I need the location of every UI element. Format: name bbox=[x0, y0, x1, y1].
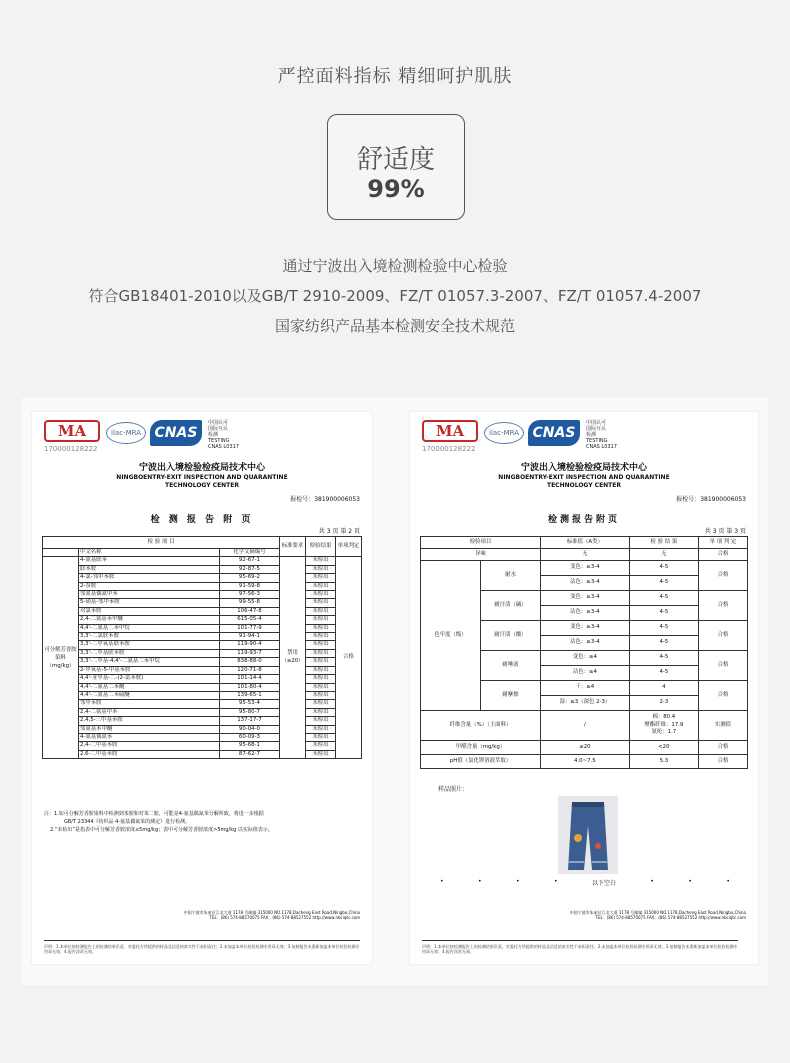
report-page-2 bbox=[32, 412, 372, 964]
table-row bbox=[43, 607, 362, 615]
note-1b: GB/T 23344《纺织品 4-氨基偶氮苯的测定》进行检测。 bbox=[64, 819, 191, 825]
fastness-std: 变色：≥3-4 bbox=[541, 591, 630, 606]
chem-name: 邻甲苯胺 bbox=[79, 700, 220, 708]
table-row bbox=[43, 565, 362, 573]
org-name-cn: 宁波出入境检验检疫局技术中心 bbox=[520, 463, 647, 473]
cert-logos bbox=[422, 420, 742, 453]
chem-result: 未检出 bbox=[306, 633, 336, 641]
chem-name: 联苯胺 bbox=[79, 565, 220, 573]
chem-name: 3,3'-二甲基-4,4'-二氨基二苯甲烷 bbox=[79, 658, 220, 666]
ma-logo-icon: MA bbox=[422, 420, 478, 442]
fastness-std: 沾色：≥3-4 bbox=[541, 636, 630, 651]
table-row bbox=[43, 742, 362, 750]
chem-cas: 139-65-1 bbox=[219, 691, 279, 699]
chem-name: 邻氨基偶氮甲苯 bbox=[79, 591, 220, 599]
chem-result: 未检出 bbox=[306, 574, 336, 582]
fastness-std: 变色：≥3-4 bbox=[541, 561, 630, 576]
fastness-std: 干：≥4 bbox=[541, 681, 630, 696]
fastness-judge: 合格 bbox=[698, 621, 747, 651]
chem-result: 未检出 bbox=[306, 616, 336, 624]
fastness-result: 4-5 bbox=[629, 666, 698, 681]
chem-result: 未检出 bbox=[306, 750, 336, 758]
fastness-name: 耐摩擦 bbox=[481, 681, 541, 711]
head-item: 检验项目 bbox=[421, 537, 541, 549]
fastness-result: 4-5 bbox=[629, 621, 698, 636]
fiber-result: 棉：80.4 聚酯纤维：17.9 氨纶：1.7 bbox=[629, 711, 698, 741]
head-result: 检验结果 bbox=[306, 537, 336, 557]
chem-cas: 95-69-2 bbox=[219, 574, 279, 582]
slogan: 严控面料指标 精细呵护肌肤 bbox=[277, 66, 513, 87]
spec-line: 国家纺织产品基本检测安全技术规范 bbox=[274, 317, 515, 335]
chem-cas: 92-87-5 bbox=[219, 565, 279, 573]
table-row bbox=[43, 582, 362, 590]
ma-number: 170000128222 bbox=[44, 445, 98, 453]
report-notes bbox=[44, 810, 360, 834]
chem-result: 未检出 bbox=[306, 591, 336, 599]
table-row bbox=[43, 708, 362, 716]
chem-result: 未检出 bbox=[306, 599, 336, 607]
head-judge: 单 项 判 定 bbox=[698, 537, 747, 549]
chem-cas: 101-80-4 bbox=[219, 683, 279, 691]
chem-name: 对氯苯胺 bbox=[79, 607, 220, 615]
disclaimer: 声明：1.本单位按检测报告上的检测结果负责，对委托方所提供的样品及信息的真实性不承担责任；2.未加盖本单位检验检测专用章无效；3.复制报告未重新加盖本单位检验检测专用章无效；4.报告涂改无效。 bbox=[422, 940, 738, 954]
head-std: 标准值（A类） bbox=[541, 537, 630, 549]
org-address: 中国宁波市朱雀区江北大道 1178 号邮编 315000 NO.1178,Dacheng East Road,Ningbo,China TEL：(86) 574-88570075 FAX：(86) 574-88527552 http://www.nbciqtc.com bbox=[569, 910, 746, 920]
table-row bbox=[43, 649, 362, 657]
cert-logos bbox=[44, 420, 364, 453]
chem-cas: 60-09-3 bbox=[219, 733, 279, 741]
fastness-result: 4-5 bbox=[629, 576, 698, 591]
chem-name: 4-氯-邻甲苯胺 bbox=[79, 574, 220, 582]
head-name: 中文名称 bbox=[79, 549, 220, 557]
fastness-judge: 合格 bbox=[698, 681, 747, 711]
fastness-std: 变色：≥3-4 bbox=[541, 621, 630, 636]
chem-result: 未检出 bbox=[306, 658, 336, 666]
fiber-std: / bbox=[541, 711, 630, 741]
cnas-text: 中国认可 国际互认 检测 TESTING CNAS L0317 bbox=[586, 420, 617, 450]
page-indicator: 共 3 页 第 3 页 bbox=[704, 528, 746, 535]
chem-cas: 97-56-3 bbox=[219, 591, 279, 599]
report-page-3 bbox=[410, 412, 758, 964]
chem-name: 3,3'-二氯联苯胺 bbox=[79, 633, 220, 641]
note-1: 注：1.如可分解芳香胺染料中检测到苯胺和对苯二胺，可能是4-氨基偶氮苯分解所致，将进一步根据 bbox=[44, 811, 264, 817]
ilac-logo-icon: ilac-MRA bbox=[484, 422, 524, 444]
chem-result: 未检出 bbox=[306, 733, 336, 741]
org-name-cn: 宁波出入境检验检疫局技术中心 bbox=[138, 463, 265, 473]
chem-name: 2,6-二甲基苯胺 bbox=[79, 750, 220, 758]
chem-result: 未检出 bbox=[306, 717, 336, 725]
end-mark: • • • • 以下空白 • • • bbox=[440, 878, 730, 887]
fastness-result: 4-5 bbox=[629, 651, 698, 666]
table-row bbox=[421, 561, 748, 576]
chem-cas: 119-93-7 bbox=[219, 649, 279, 657]
page-indicator: 共 3 页 第 2 页 bbox=[318, 528, 360, 535]
chem-cas: 91-59-8 bbox=[219, 582, 279, 590]
chem-cas: 838-88-0 bbox=[219, 658, 279, 666]
sample-label: 样品照片： bbox=[438, 786, 469, 793]
ilac-logo-icon: ilac-MRA bbox=[106, 422, 146, 444]
chem-result: 未检出 bbox=[306, 683, 336, 691]
table-row bbox=[43, 733, 362, 741]
ma-number: 170000128222 bbox=[422, 445, 476, 453]
table-row bbox=[43, 666, 362, 674]
chem-name: 2-萘胺 bbox=[79, 582, 220, 590]
fastness-result: 4-5 bbox=[629, 636, 698, 651]
chem-result: 未检出 bbox=[306, 565, 336, 573]
fastness-std: 沾色：≥3-4 bbox=[541, 606, 630, 621]
head-judge: 单项判定 bbox=[336, 537, 362, 557]
amine-table bbox=[42, 536, 362, 759]
chem-name: 2-甲氧基-5-甲基苯胺 bbox=[79, 666, 220, 674]
inspection-line: 通过宁波出入境检测检验中心检验 bbox=[282, 257, 508, 275]
formaldehyde-row: 甲醛含量（mg/kg） ≤20 <20 合格 bbox=[421, 741, 748, 755]
chem-result: 未检出 bbox=[306, 666, 336, 674]
fastness-std: 沾色：≥3-4 bbox=[541, 576, 630, 591]
table-row bbox=[43, 675, 362, 683]
chem-result: 未检出 bbox=[306, 725, 336, 733]
color-group: 色牢度（级） bbox=[421, 561, 481, 711]
chem-result: 未检出 bbox=[306, 624, 336, 632]
org-name-en: NINGBOENTRY-EXIT INSPECTION AND QUARANTINE bbox=[498, 474, 670, 481]
cnas-text: 中国认可 国际互认 检测 TESTING CNAS L0317 bbox=[208, 420, 239, 450]
org-address: 中国宁波市朱雀区江北大道 1178 号邮编 315000 NO.1178,Dacheng East Road,Ningbo,China TEL：(86) 574-88570075 FAX：(86) 574-88527552 http://www.nbciqtc.com bbox=[183, 910, 360, 920]
report-number: 报检号：381900006053 bbox=[676, 496, 746, 503]
table-row bbox=[43, 624, 362, 632]
badge-title: 舒适度 bbox=[356, 145, 435, 175]
table-row bbox=[43, 641, 362, 649]
fastness-result: 4 bbox=[629, 681, 698, 696]
chem-result: 未检出 bbox=[306, 649, 336, 657]
chem-result: 未检出 bbox=[306, 582, 336, 590]
table-row bbox=[43, 633, 362, 641]
report-number: 报检号：381900006053 bbox=[290, 496, 360, 503]
odor-judge: 合格 bbox=[698, 549, 747, 561]
fastness-std: 变色：≥4 bbox=[541, 651, 630, 666]
ma-logo-icon: MA bbox=[44, 420, 100, 442]
chem-name: 4,4'-二氨基二苯硫醚 bbox=[79, 691, 220, 699]
table-row bbox=[43, 658, 362, 666]
fastness-result: 2-3 bbox=[629, 696, 698, 711]
table-row bbox=[43, 683, 362, 691]
fastness-judge: 合格 bbox=[698, 651, 747, 681]
chem-name: 邻氨基苯甲醚 bbox=[79, 725, 220, 733]
note-2: 2.“未检出”是指表中可分解芳香胺浓度≤5mg/kg；表中可分解芳香胺浓度>5mg/kg 以实际值表示。 bbox=[50, 827, 273, 833]
fastness-name: 耐汗渍（碱） bbox=[481, 591, 541, 621]
chem-result: 未检出 bbox=[306, 641, 336, 649]
odor-std: 无 bbox=[541, 549, 630, 561]
chem-name: 4,4'-二氨基二苯甲烷 bbox=[79, 624, 220, 632]
chem-name: 3,3'-二甲基联苯胺 bbox=[79, 649, 220, 657]
disclaimer: 声明：1.本单位按检测报告上的检测结果负责，对委托方所提供的样品及信息的真实性不承担责任；2.未加盖本单位检验检测专用章无效；3.复制报告未重新加盖本单位检验检测专用章无效；4.报告涂改无效。 bbox=[44, 940, 360, 954]
reports-panel bbox=[22, 398, 768, 985]
org-name-en2: TECHNOLOGY CENTER bbox=[164, 482, 239, 489]
std-value: 禁用（≤20） bbox=[280, 557, 306, 759]
table-row bbox=[43, 750, 362, 758]
table-row bbox=[43, 700, 362, 708]
chem-result: 未检出 bbox=[306, 742, 336, 750]
chem-name: 4,4'-二氨基二苯醚 bbox=[79, 683, 220, 691]
chem-cas: 101-77-9 bbox=[219, 624, 279, 632]
chem-name: 4-氨基联苯 bbox=[79, 557, 220, 565]
chem-name: 5-硝基-邻甲苯胺 bbox=[79, 599, 220, 607]
chem-result: 未检出 bbox=[306, 607, 336, 615]
ph-row: pH值（氯化钾溶液萃取） 4.0~7.5 5.3 合格 bbox=[421, 755, 748, 769]
chem-name: 3,3'-二甲氧基联苯胺 bbox=[79, 641, 220, 649]
fastness-judge: 合格 bbox=[698, 561, 747, 591]
head-result: 检 验 结 果 bbox=[629, 537, 698, 549]
fastness-name: 耐汗渍（酸） bbox=[481, 621, 541, 651]
chem-result: 未检出 bbox=[306, 708, 336, 716]
judge-value: 合格 bbox=[336, 557, 362, 759]
table-row bbox=[43, 599, 362, 607]
fastness-std: 沾色：≥4 bbox=[541, 666, 630, 681]
jeans-icon bbox=[558, 796, 618, 874]
chem-result: 未检出 bbox=[306, 557, 336, 565]
table-row bbox=[43, 691, 362, 699]
cnas-logo-icon: CNAS bbox=[528, 420, 580, 446]
chem-cas: 90-04-0 bbox=[219, 725, 279, 733]
chem-name: 4,4'-亚甲基-二-(2-氯苯胺) bbox=[79, 675, 220, 683]
table-row bbox=[43, 725, 362, 733]
report-title: 检 测 报 告 附 页 bbox=[150, 515, 254, 525]
table-row bbox=[43, 616, 362, 624]
chem-cas: 87-62-7 bbox=[219, 750, 279, 758]
comfort-badge bbox=[327, 114, 465, 220]
odor-result: 无 bbox=[629, 549, 698, 561]
fastness-result: 4-5 bbox=[629, 606, 698, 621]
head-item: 检 验 项 目 bbox=[43, 537, 280, 549]
chem-name: 2,4-二甲基苯胺 bbox=[79, 742, 220, 750]
group-label: 可分解芳香胺染料（mg/kg） bbox=[43, 557, 79, 759]
chem-cas: 95-80-7 bbox=[219, 708, 279, 716]
chem-cas: 92-67-1 bbox=[219, 557, 279, 565]
fastness-name: 耐水 bbox=[481, 561, 541, 591]
chem-cas: 106-47-8 bbox=[219, 607, 279, 615]
fastness-table bbox=[420, 536, 748, 769]
odor-name: 异味 bbox=[421, 549, 541, 561]
head-cas: 化学文摘编号 bbox=[219, 549, 279, 557]
fiber-row bbox=[421, 711, 748, 741]
chem-name: 4-氨基偶氮苯 bbox=[79, 733, 220, 741]
table-row bbox=[43, 717, 362, 725]
standards-line: 符合GB18401-2010以及GB/T 2910-2009、FZ/T 01057.3-2007、FZ/T 01057.4-2007 bbox=[88, 287, 702, 305]
chem-cas: 101-14-4 bbox=[219, 675, 279, 683]
fastness-std: 湿：≥3（深色 2-3） bbox=[541, 696, 630, 711]
fiber-judge: 实测值 bbox=[698, 711, 747, 741]
chem-result: 未检出 bbox=[306, 700, 336, 708]
chem-cas: 120-71-8 bbox=[219, 666, 279, 674]
hero-section bbox=[0, 0, 790, 380]
fastness-result: 4-5 bbox=[629, 591, 698, 606]
org-name-en2: TECHNOLOGY CENTER bbox=[546, 482, 621, 489]
chem-result: 未检出 bbox=[306, 675, 336, 683]
chem-cas: 137-17-7 bbox=[219, 717, 279, 725]
fastness-result: 4-5 bbox=[629, 561, 698, 576]
chem-name: 2,4-二氨基苯甲醚 bbox=[79, 616, 220, 624]
chem-cas: 119-90-4 bbox=[219, 641, 279, 649]
fiber-name: 纤维含量（%）（主面料） bbox=[421, 711, 541, 741]
chem-cas: 91-94-1 bbox=[219, 633, 279, 641]
chem-name: 2,4,5-三甲基苯胺 bbox=[79, 717, 220, 725]
fastness-judge: 合格 bbox=[698, 591, 747, 621]
chem-cas: 95-53-4 bbox=[219, 700, 279, 708]
org-name-en: NINGBOENTRY-EXIT INSPECTION AND QUARANTINE bbox=[116, 474, 288, 481]
chem-cas: 615-05-4 bbox=[219, 616, 279, 624]
table-row bbox=[43, 591, 362, 599]
table-row bbox=[43, 557, 362, 565]
fastness-name: 耐唾液 bbox=[481, 651, 541, 681]
head-std: 标准要求 bbox=[280, 537, 306, 557]
report-title: 检测报告附页 bbox=[547, 515, 620, 525]
chem-result: 未检出 bbox=[306, 691, 336, 699]
table-row bbox=[43, 574, 362, 582]
chem-name: 2,4-二氨基甲苯 bbox=[79, 708, 220, 716]
chem-cas: 99-55-8 bbox=[219, 599, 279, 607]
chem-cas: 95-68-1 bbox=[219, 742, 279, 750]
sample-photo bbox=[558, 796, 618, 874]
cnas-logo-icon: CNAS bbox=[150, 420, 202, 446]
badge-value: 99% bbox=[367, 175, 425, 203]
